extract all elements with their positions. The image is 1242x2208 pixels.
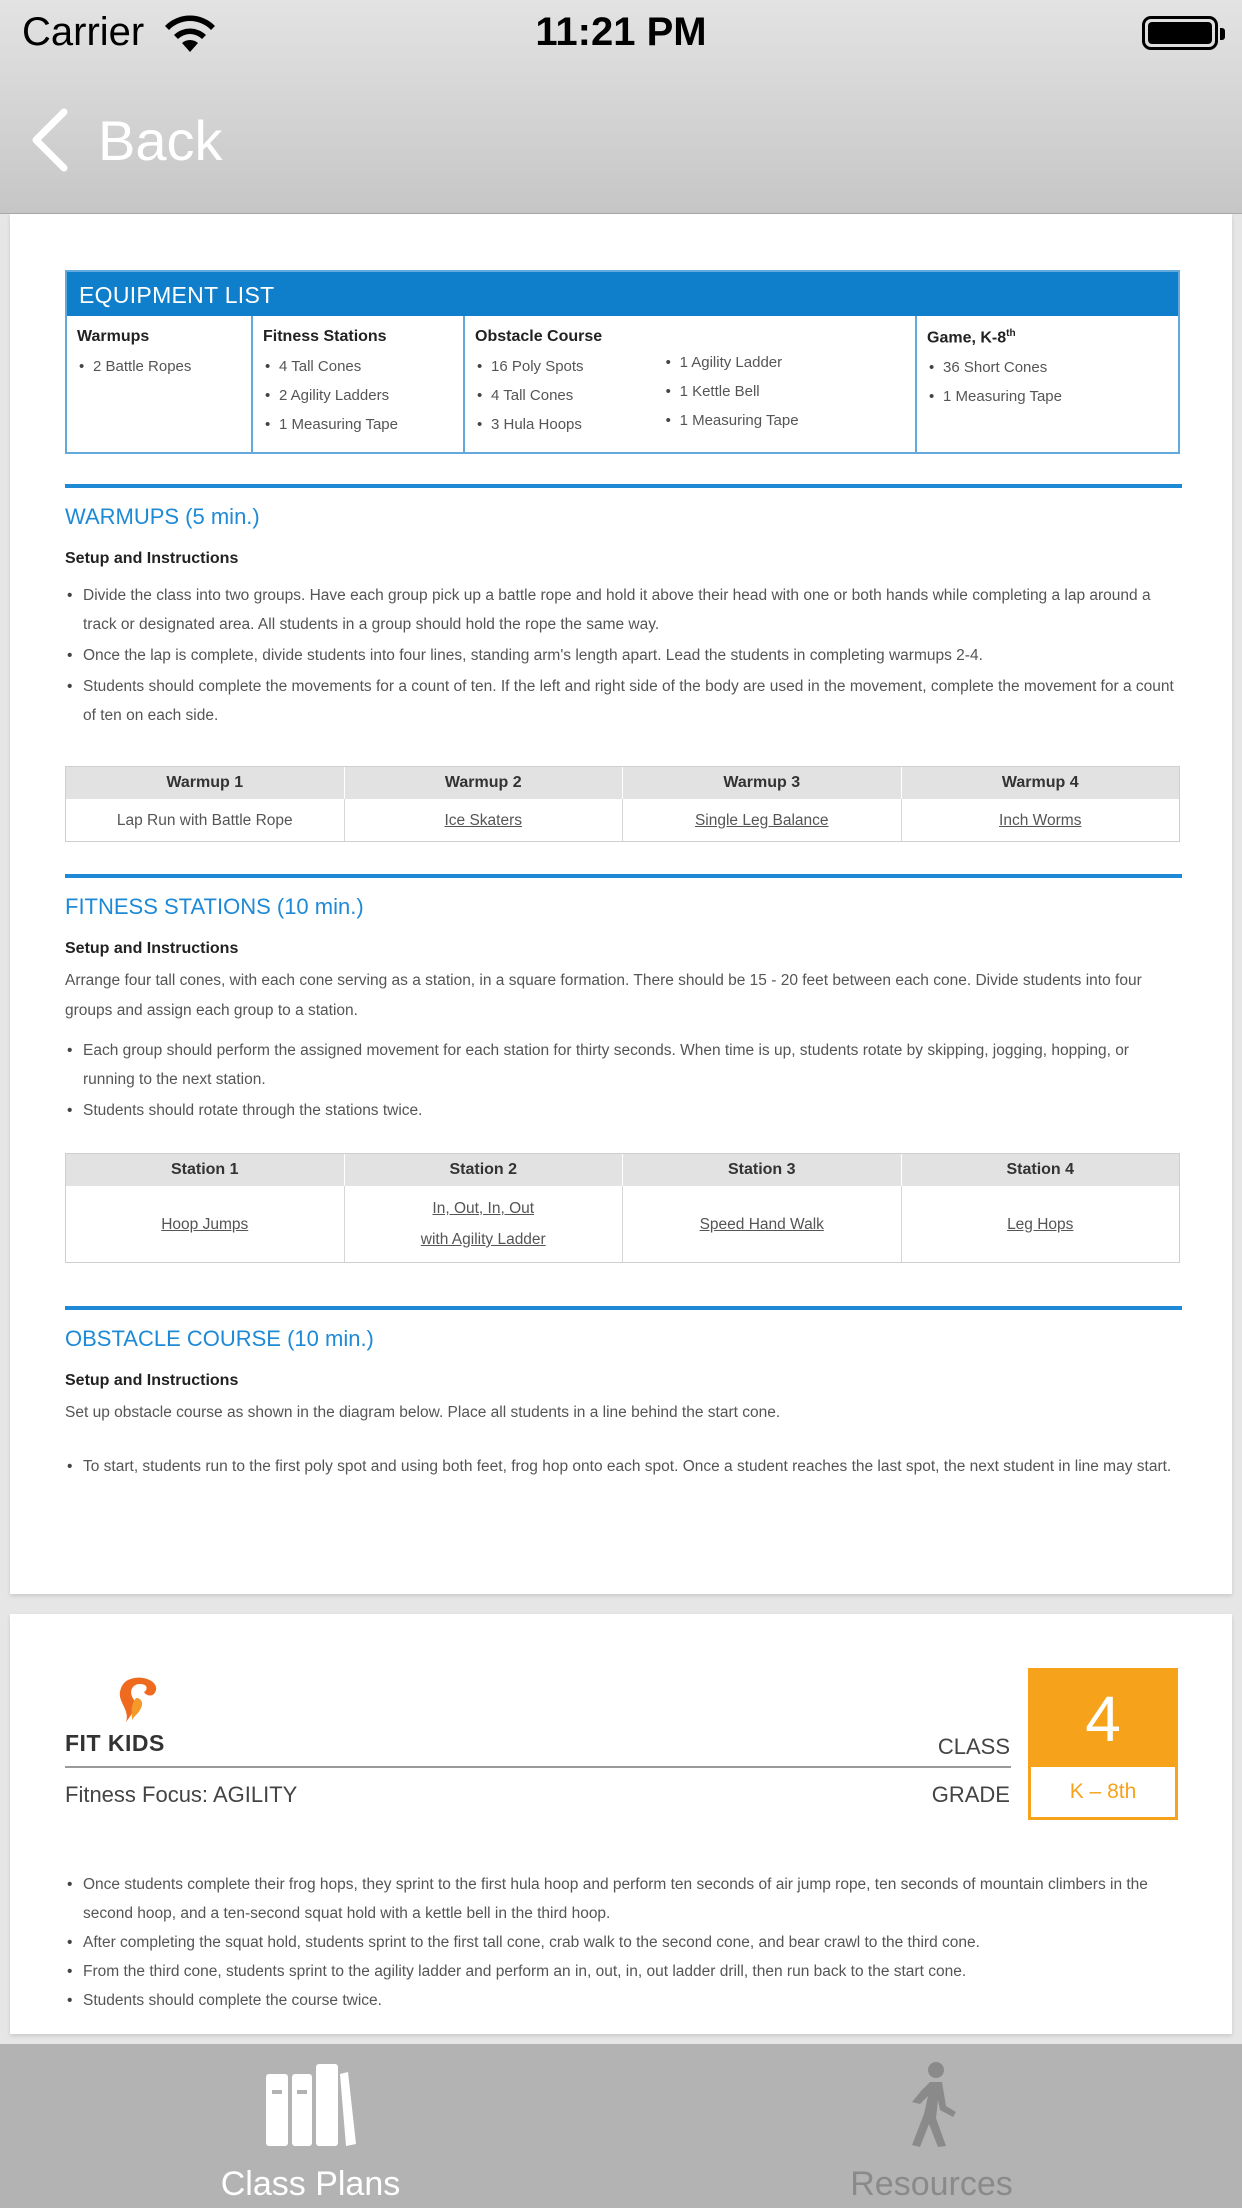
grade-label: GRADE (931, 1782, 1010, 1807)
status-bar (0, 0, 1242, 66)
equipment-list (65, 270, 1180, 454)
list-item: • 4 Tall Cones (263, 358, 453, 375)
walking-person-icon (902, 2062, 962, 2148)
list-item: • 1 Agility Ladder (664, 354, 799, 371)
books-icon (264, 2062, 358, 2148)
equipment-obstacle (465, 316, 917, 452)
tab-class-plans-label: Class Plans (220, 2165, 401, 2203)
list-item: • 2 Agility Ladders (263, 387, 453, 404)
table-header: Warmup 1 (66, 767, 345, 799)
ice-skaters-link[interactable]: Ice Skaters (345, 799, 624, 841)
table-header: Warmup 3 (623, 767, 902, 799)
list-item: • 2 Battle Ropes (77, 358, 241, 375)
table-cell: Lap Run with Battle Rope (66, 799, 345, 841)
list-item: • Students should rotate through the stations twice. (65, 1096, 1180, 1125)
obstacle-instructions (65, 1452, 1180, 1481)
inch-worms-link[interactable]: Inch Worms (999, 811, 1082, 829)
tab-bar (0, 2044, 1242, 2208)
list-item: • 16 Poly Spots (475, 358, 584, 375)
list-item: • Students should complete the course twice. (65, 1986, 1180, 2015)
table-header: Station 3 (623, 1154, 902, 1186)
battery-icon (1142, 16, 1218, 50)
tab-class-plans[interactable] (0, 2044, 621, 2208)
tab-resources[interactable] (621, 2044, 1242, 2208)
list-item: • 36 Short Cones (927, 359, 1168, 376)
obstacle-continued-instructions (65, 1870, 1180, 2015)
leg-hops-link[interactable]: Leg Hops (1007, 1215, 1074, 1233)
document-page-1 (10, 214, 1232, 1594)
equipment-warmups-title: Warmups (77, 328, 150, 345)
list-item: • Each group should perform the assigned movement for each station for thirty seconds. When time is up, students rotate by skipping, jogging, hopping, or running to the next station. (65, 1036, 1180, 1094)
obstacle-title: OBSTACLE COURSE (10 min.) (65, 1326, 374, 1351)
warmups-table (65, 766, 1180, 842)
warmups-title: WARMUPS (5 min.) (65, 504, 260, 529)
class-number: 4 (1085, 1683, 1121, 1755)
hoop-jumps-link[interactable]: Hoop Jumps (66, 1186, 345, 1262)
grade-value: K – 8th (1031, 1767, 1175, 1817)
section-divider (65, 484, 1182, 488)
table-header: Station 4 (1006, 1161, 1075, 1178)
flame-logo-icon (110, 1674, 164, 1726)
list-item: • Students should complete the movements for a count of ten. If the left and right side of the body are used in the movement, complete the movement for a count of ten on each side. (65, 672, 1180, 730)
list-item: • 3 Hula Hoops (475, 416, 584, 433)
list-item: • 1 Measuring Tape (263, 416, 453, 433)
in-out-agility-ladder-link[interactable]: In, Out, In, Out with Agility Ladder (345, 1186, 624, 1262)
fitness-subhead: Setup and Instructions (65, 940, 239, 957)
equipment-obstacle-title: Obstacle Course (475, 328, 603, 345)
warmups-instructions (65, 581, 1180, 730)
list-item: • 1 Measuring Tape (927, 388, 1168, 405)
class-label: CLASS (937, 1734, 1010, 1759)
equipment-game (917, 316, 1178, 452)
class-badge (1028, 1668, 1178, 1820)
table-header: Station 1 (66, 1154, 345, 1186)
fit-kids-logo (65, 1674, 215, 1757)
list-item: • 4 Tall Cones (475, 387, 584, 404)
equipment-warmups (67, 316, 253, 452)
obstacle-subhead: Setup and Instructions (65, 1372, 239, 1389)
list-item: • After completing the squat hold, students sprint to the first tall cone, crab walk to the second cone, and bear crawl to the third cone. (65, 1928, 1180, 1957)
list-item: • Once students complete their frog hops, they sprint to the first hula hoop and perform ten seconds of air jump rope, ten seconds of mountain climbers in the second hoop, and a ten-second squat hold with a kettle bell in the third hoop. (65, 1870, 1180, 1928)
section-divider (65, 1306, 1182, 1310)
fitness-instructions (65, 1036, 1180, 1125)
table-header: Warmup 2 (345, 767, 624, 799)
list-item: • From the third cone, students sprint to the agility ladder and perform an in, out, in, out ladder drill, then run back to the start cone. (65, 1957, 1180, 1986)
table-header: Warmup 4 (1001, 774, 1079, 791)
single-leg-balance-link[interactable]: Single Leg Balance (623, 799, 902, 841)
fitness-intro: Arrange four tall cones, with each cone serving as a station, in a square formation. There should be 15 - 20 feet between each cone. Divide students into four groups and assign each group to a station. (65, 972, 1142, 1019)
warmups-subhead: Setup and Instructions (65, 550, 239, 567)
list-item: • Once the lap is complete, divide students into four lines, standing arm's length apart. Lead the students in completing warmups 2-4. (65, 641, 1180, 670)
fitness-title: FITNESS STATIONS (10 min.) (65, 894, 364, 919)
header-rule (65, 1766, 1011, 1768)
section-divider (65, 874, 1182, 878)
back-label: Back (98, 108, 223, 172)
list-item: • 1 Kettle Bell (664, 383, 799, 400)
list-item: • Divide the class into two groups. Have each group pick up a battle rope and hold it above their head with one or both hands while completing a lap around a track or designated area. All students in a group should hold the rope the same way. (65, 581, 1180, 639)
equipment-fitness (253, 316, 465, 452)
equipment-game-title: Game, K-8th (927, 328, 1016, 347)
clock: 11:21 PM (535, 10, 707, 54)
obstacle-intro: Set up obstacle course as shown in the diagram below. Place all students in a line behind the start cone. (65, 1404, 781, 1421)
table-header: Station 2 (345, 1154, 624, 1186)
carrier-label: Carrier (22, 10, 145, 54)
chevron-left-icon (28, 108, 72, 172)
tab-resources-label: Resources (850, 2165, 1013, 2203)
fitness-table (65, 1153, 1180, 1263)
equipment-list-title: EQUIPMENT LIST (67, 272, 1178, 316)
top-bar (0, 0, 1242, 214)
fitness-focus: Fitness Focus: AGILITY (65, 1782, 298, 1807)
logo-text: FIT KIDS (65, 1730, 165, 1756)
list-item: • 1 Measuring Tape (664, 412, 799, 429)
list-item: • To start, students run to the first poly spot and using both feet, frog hop onto each spot. Once a student reaches the last spot, the next student in line may start. (65, 1452, 1180, 1481)
speed-hand-walk-link[interactable]: Speed Hand Walk (623, 1186, 902, 1262)
back-button[interactable] (28, 104, 223, 176)
equipment-fitness-title: Fitness Stations (263, 328, 387, 345)
document-page-2 (10, 1614, 1232, 2034)
